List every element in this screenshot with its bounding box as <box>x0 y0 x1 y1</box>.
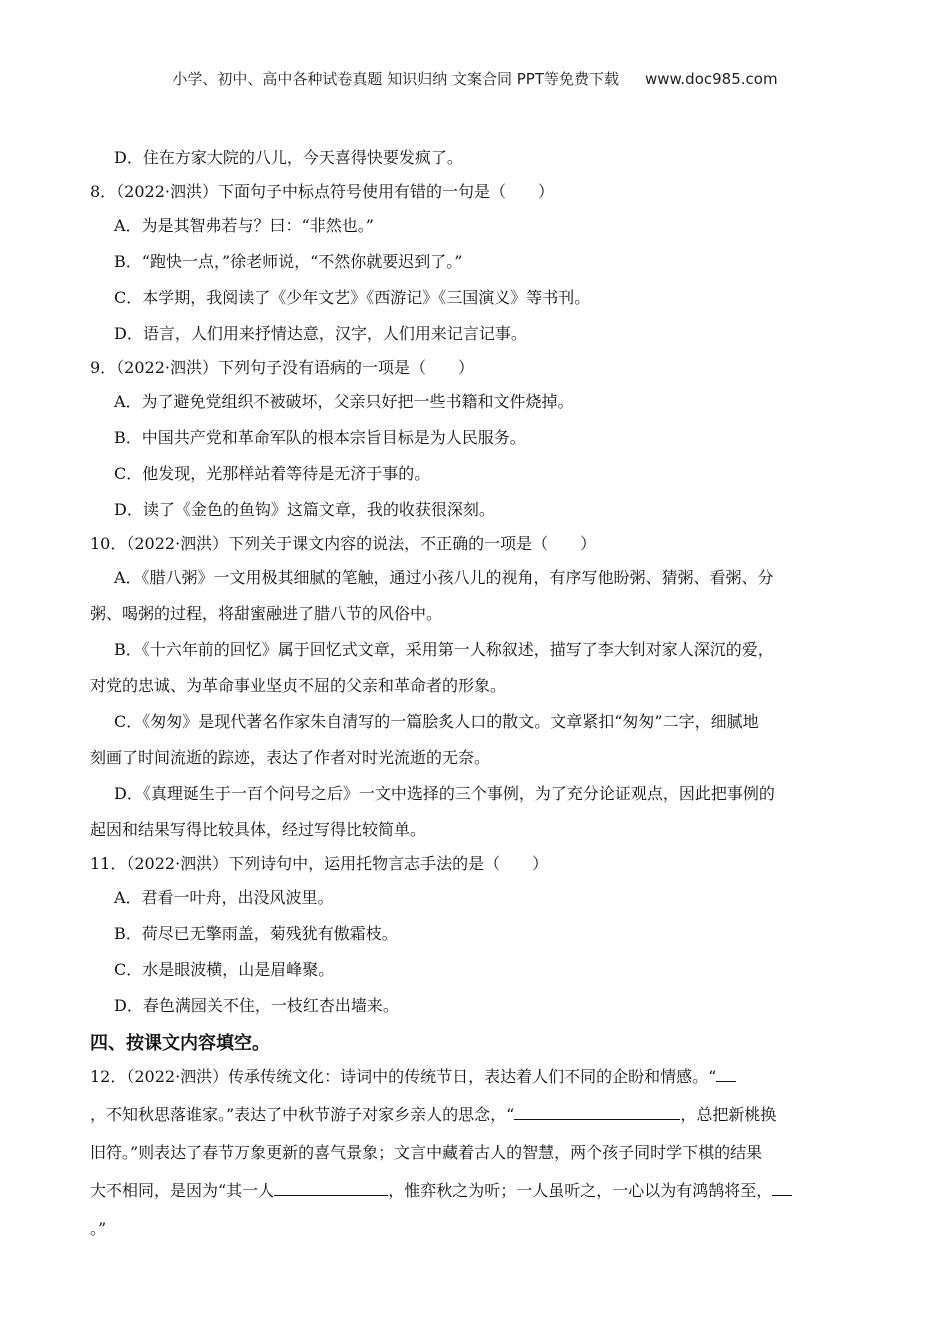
q9-option-d: D．读了《金色的鱼钩》这篇文章，我的收获很深刻。 <box>114 500 495 519</box>
q12-text-4b: ，惟弈秋之为听；一人虽听之，一心以为有鸿鹄将至， <box>388 1181 773 1200</box>
q9-option-a: A．为了避免党组织不被破坏，父亲只好把一些书籍和文件烧掉。 <box>114 392 574 411</box>
q12-stem: 12．（2022·泗洪）传承传统文化：诗词中的传统节日，表达着人们不同的企盼和情感。“ <box>90 1067 717 1086</box>
q10-option-a-line1: A．《腊八粥》一文用极其细腻的笔触，通过小孩八儿的视角，有序写他盼粥、猜粥、看粥、分 <box>114 568 774 587</box>
document-body <box>90 140 860 1248</box>
q11-option-d: D．春色满园关不住，一枝红杏出墙来。 <box>114 996 399 1015</box>
q12-text-2b: ，总把新桃换 <box>680 1105 777 1124</box>
q9-option-c: C．他发现，光那样站着等待是无济于事的。 <box>114 464 431 483</box>
q11-option-b: B．荷尽已无擎雨盖，菊残犹有傲霜枝。 <box>114 924 398 943</box>
q10-option-d-line2: 起因和结果写得比较具体，经过写得比较简单。 <box>90 820 427 839</box>
q10-option-a-line2: 粥、喝粥的过程，将甜蜜融进了腊八节的风俗中。 <box>90 604 443 623</box>
q8-stem: 8．（2022·泗洪）下面句子中标点符号使用有错的一句是（ ） <box>90 182 554 201</box>
q10-option-d-line1: D．《真理诞生于一百个问号之后》一文中选择的三个事例，为了充分论证观点，因此把事例的 <box>114 784 775 803</box>
q12-blank-4[interactable] <box>772 1177 792 1196</box>
q10-option-c-line2: 刻画了时间流逝的踪迹，表达了作者对时光流逝的无奈。 <box>90 748 491 767</box>
q12-line-5: 。” <box>90 1219 107 1238</box>
header-text: 小学、初中、高中各种试卷真题 知识归纳 文案合同 PPT等免费下载 <box>172 70 619 88</box>
q12-blank-3[interactable] <box>274 1177 388 1196</box>
q8-option-c: C．本学期，我阅读了《少年文艺》《西游记》《三国演义》等书刊。 <box>114 288 591 307</box>
page-header <box>0 68 950 89</box>
q12-line-2 <box>90 1096 860 1134</box>
q11-option-a: A．君看一叶舟，出没风波里。 <box>114 888 334 907</box>
q10-option-b-line2: 对党的忠诚、为革命事业坚贞不屈的父亲和革命者的形象。 <box>90 676 507 695</box>
q12-text-2a: ，不知秋思落谁家。”表达了中秋节游子对家乡亲人的思念，“ <box>90 1105 515 1124</box>
q8-option-d: D．语言，人们用来抒情达意，汉字，人们用来记言记事。 <box>114 324 527 343</box>
section-4-title: 四、按课文内容填空。 <box>90 1033 270 1054</box>
q12-blank-1[interactable] <box>716 1063 736 1082</box>
q10-option-c-line1: C．《匆匆》是现代著名作家朱自清写的一篇脍炙人口的散文。文章紧扣“匆匆”二字，细腻地 <box>114 712 759 731</box>
q10-option-b-line1: B．《十六年前的回忆》属于回忆式文章，采用第一人称叙述，描写了李大钊对家人深沉的爱， <box>114 640 774 659</box>
q8-option-a: A．为是其智弗若与？曰：“非然也。” <box>114 216 374 235</box>
q12-text-4a: 大不相同，是因为“其一人 <box>90 1181 275 1200</box>
q11-stem: 11．（2022·泗洪）下列诗句中，运用托物言志手法的是（ ） <box>90 854 549 873</box>
q7-option-d: D．住在方家大院的八儿，今天喜得快要发疯了。 <box>114 148 463 167</box>
q12-line-3: 旧符。”则表达了春节万象更新的喜气景象；文言中藏着古人的智慧，两个孩子同时学下棋的结果 <box>90 1143 763 1162</box>
q10-stem: 10．（2022·泗洪）下列关于课文内容的说法，不正确的一项是（ ） <box>90 534 597 553</box>
q11-option-c: C．水是眼波横，山是眉峰聚。 <box>114 960 335 979</box>
header-url[interactable]: www.doc985.com <box>644 70 778 88</box>
q8-option-b: B．“跑快一点，”徐老师说，“不然你就要迟到了。” <box>114 252 463 271</box>
q12-line-1 <box>90 1058 860 1096</box>
q12-line-4 <box>90 1172 860 1210</box>
q9-option-b: B．中国共产党和革命军队的根本宗旨目标是为人民服务。 <box>114 428 526 447</box>
q9-stem: 9．（2022·泗洪）下列句子没有语病的一项是（ ） <box>90 358 474 377</box>
q12-blank-2[interactable] <box>514 1101 680 1120</box>
